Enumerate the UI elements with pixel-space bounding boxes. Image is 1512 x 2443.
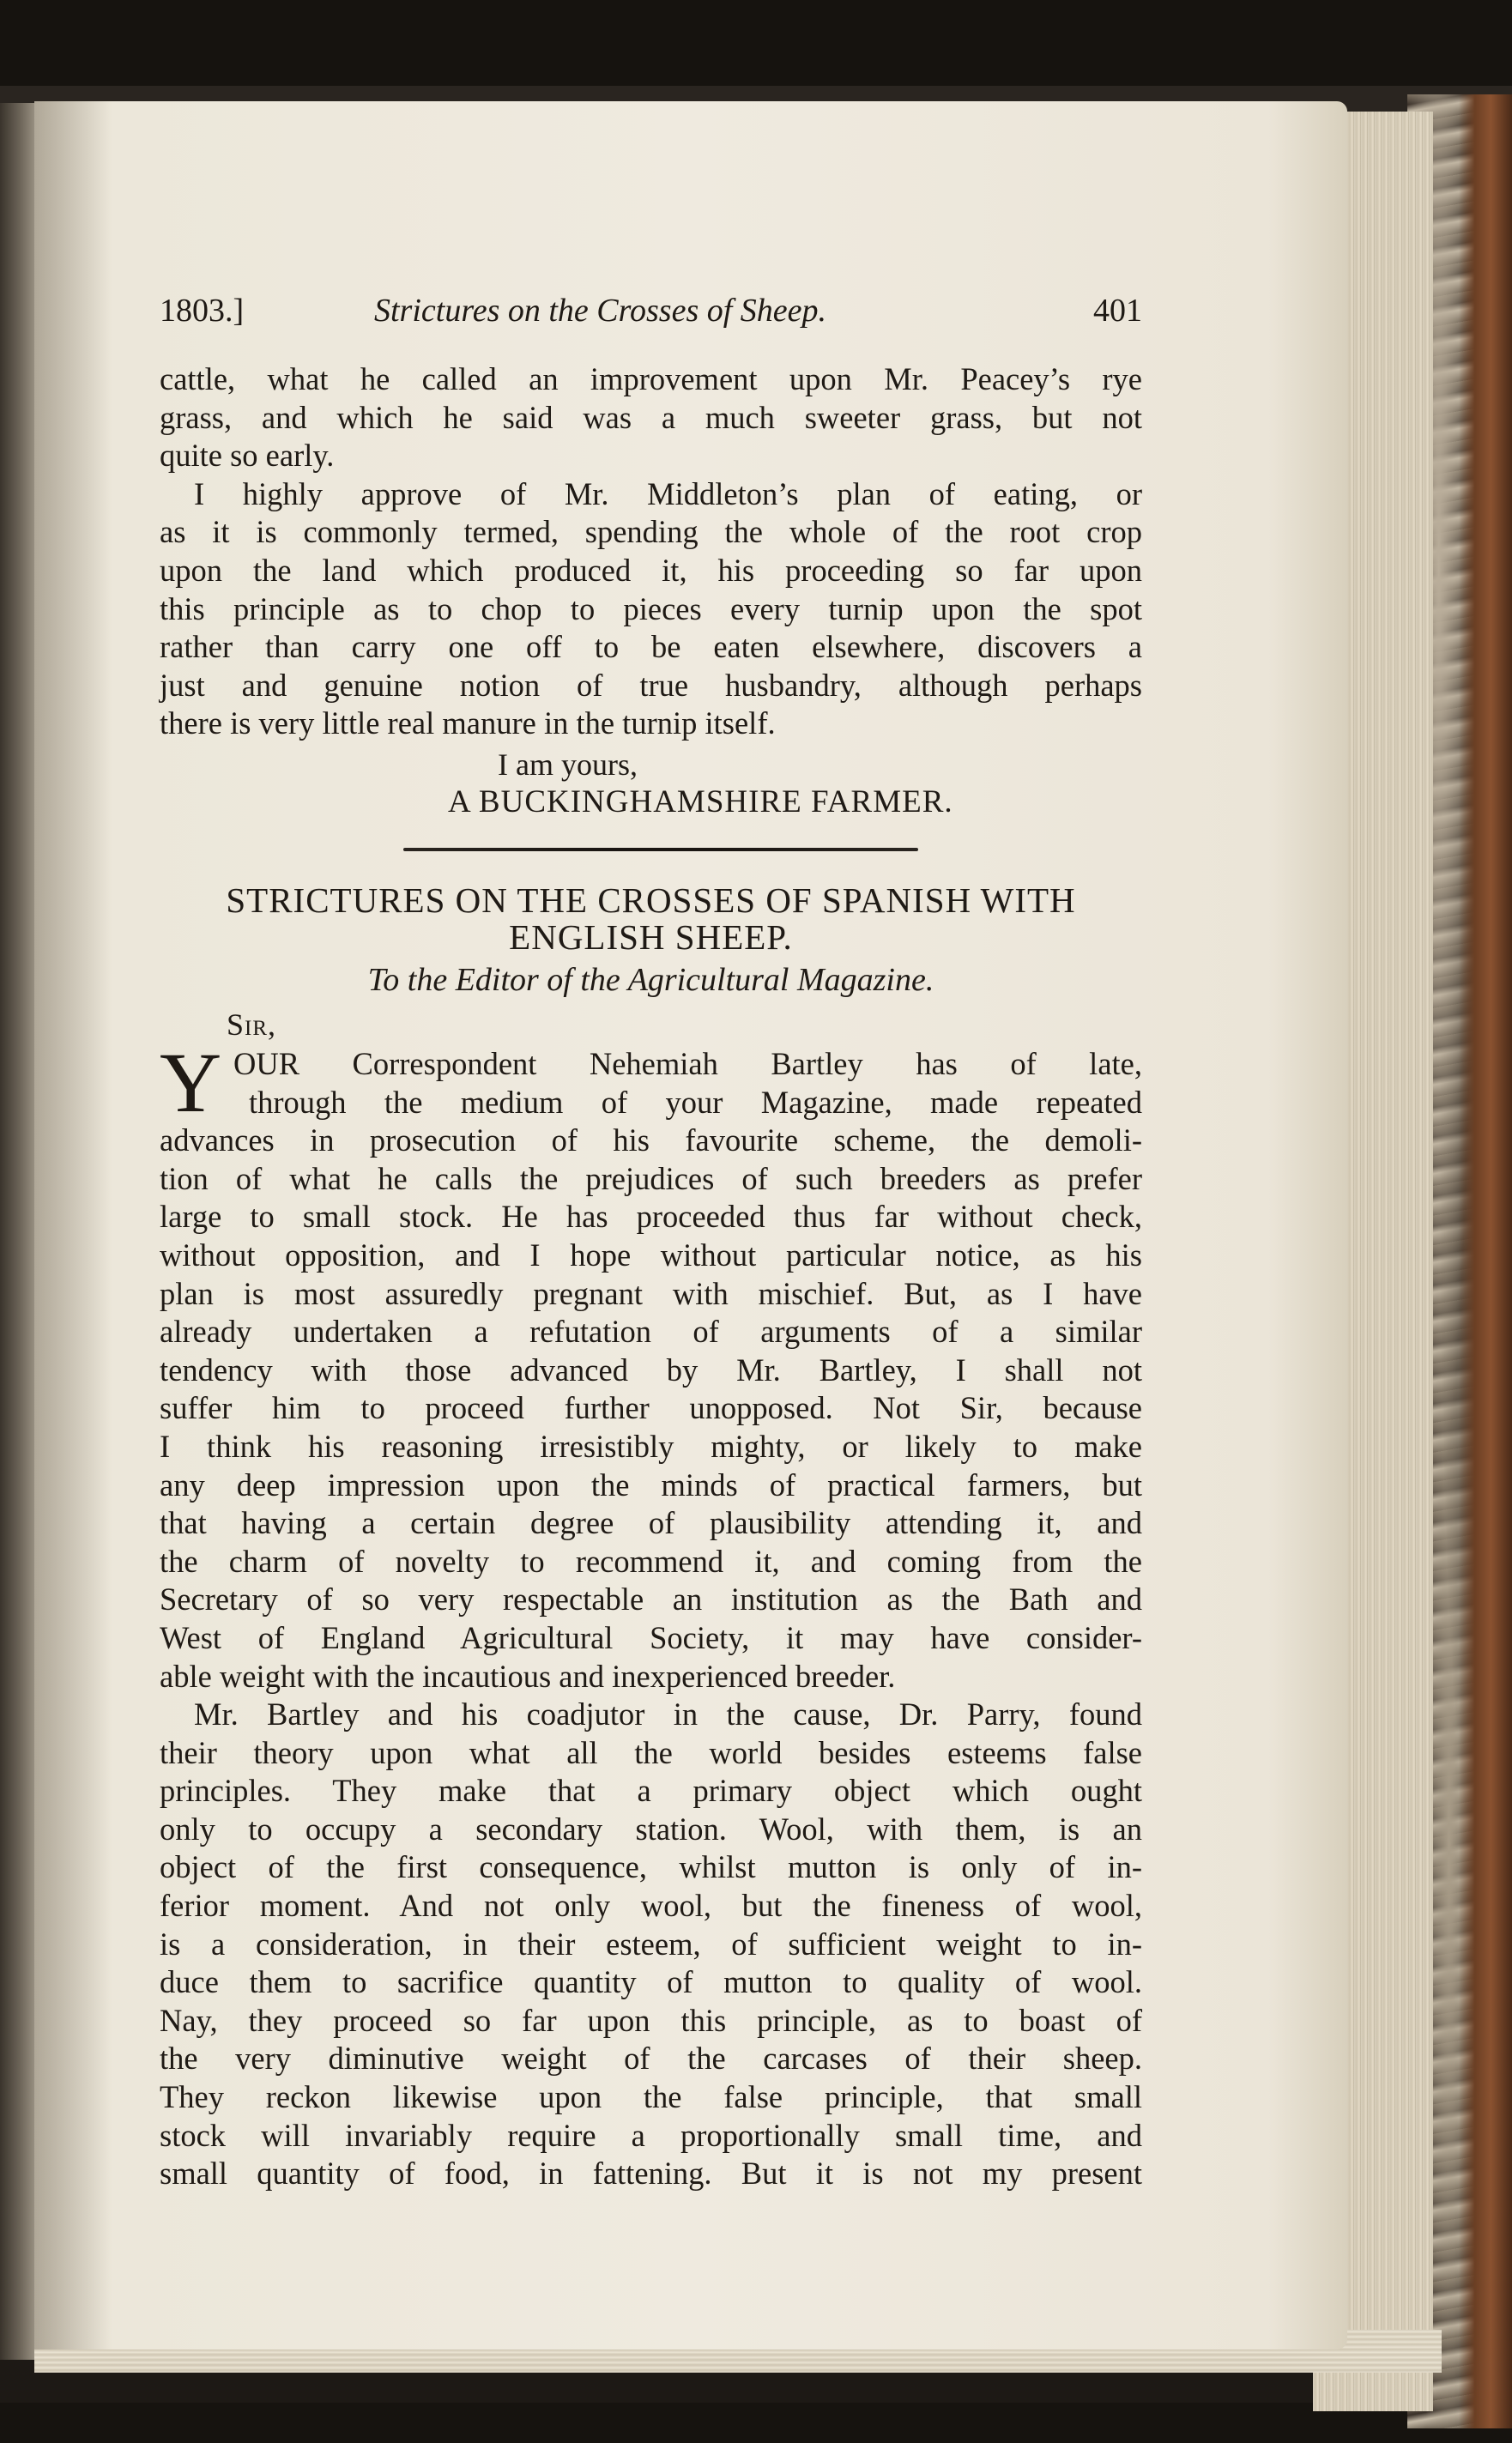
closing-line: I am yours, [498, 747, 638, 782]
text-line: grass, and which he said was a much sweeter grass, but not [160, 399, 1142, 435]
leather-spine-edge [1459, 94, 1512, 2428]
drop-cap: Y [160, 1035, 222, 1130]
text-line: their theory upon what all the world besides esteems false [160, 1734, 1142, 1770]
to-the-editor: To the Editor of the Agricultural Magazine. [367, 962, 934, 998]
text-line: without opposition, and I hope without particular notice, as his [160, 1237, 1142, 1273]
text-line: object of the first consequence, whilst mutton is only of in- [160, 1849, 1142, 1885]
text-line: there is very little real manure in the turnip itself. [160, 705, 776, 741]
salutation: Sir, [227, 1007, 277, 1042]
text-line: plan is most assuredly pregnant with mischief. But, as I have [160, 1275, 1142, 1311]
section-divider-rule [403, 848, 918, 851]
running-head-title: Strictures on the Crosses of Sheep. [374, 293, 827, 329]
text-line: duce them to sacrifice quantity of mutton to quality of wool. [160, 1964, 1142, 2000]
text-line: I highly approve of Mr. Middleton’s plan of eating, or [194, 475, 1142, 511]
text-line: the very diminutive weight of the carcases of their sheep. [160, 2041, 1142, 2077]
text-line: quite so early. [160, 438, 335, 474]
text-line: tendency with those advanced by Mr. Bartley, I shall not [160, 1352, 1142, 1388]
text-line: suffer him to proceed further unopposed. Not Sir, because [160, 1390, 1142, 1426]
text-line: small quantity of food, in fattening. But it is not my present [160, 2156, 1142, 2192]
text-line: They reckon likewise upon the false principle, that small [160, 2079, 1142, 2115]
text-line: advances in prosecution of his favourite scheme, the demoli- [160, 1122, 1142, 1158]
text-line: only to occupy a secondary station. Wool, with them, is an [160, 1811, 1142, 1847]
running-head-year: 1803.] [160, 293, 245, 329]
running-head [160, 292, 1142, 335]
page-number: 401 [1093, 293, 1142, 329]
text-line: just and genuine notion of true husbandry, although perhaps [160, 667, 1142, 703]
signature: A BUCKINGHAMSHIRE FARMER. [448, 784, 953, 819]
text-line: principles. They make that a primary object which ought [160, 1773, 1142, 1809]
text-line: West of England Agricultural Society, it may have consider- [160, 1619, 1142, 1655]
text-line: is a consideration, in their esteem, of sufficient weight to in- [160, 1926, 1142, 1962]
text-line: able weight with the incautious and inexperienced breeder. [160, 1658, 896, 1694]
text-line: Nay, they proceed so far upon this principle, as to boast of [160, 2002, 1142, 2038]
text-line: stock will invariably require a proportionally small time, and [160, 2117, 1142, 2153]
text-line: the charm of novelty to recommend it, and coming from the [160, 1543, 1142, 1579]
text-line: I think his reasoning irresistibly mighty, or likely to make [160, 1428, 1142, 1464]
text-line: Secretary of so very respectable an institution as the Bath and [160, 1581, 1142, 1618]
text-line: upon the land which produced it, his proceeding so far upon [160, 552, 1142, 588]
text-line: large to small stock. He has proceeded thus far without check, [160, 1199, 1142, 1235]
text-line: rather than carry one off to be eaten elsewhere, discovers a [160, 629, 1142, 665]
previous-article-text [160, 360, 1142, 743]
text-line: already undertaken a refutation of arguments of a similar [160, 1314, 1142, 1350]
text-line: this principle as to chop to pieces every turnip upon the spot [160, 590, 1142, 626]
gutter-shadow [34, 101, 112, 2349]
text-line: through the medium of your Magazine, made repeated [249, 1084, 1142, 1120]
text-line: tion of what he calls the prejudices of such breeders as prefer [160, 1160, 1142, 1196]
text-line: cattle, what he called an improvement upon Mr. Peacey’s rye [160, 361, 1142, 396]
text-line: that having a certain degree of plausibility attending it, and [160, 1505, 1142, 1541]
article-title-line-1: STRICTURES ON THE CROSSES OF SPANISH WITH [226, 880, 1076, 920]
text-line: as it is commonly termed, spending the whole of the root crop [160, 514, 1142, 550]
text-line: Mr. Bartley and his coadjutor in the cause, Dr. Parry, found [194, 1696, 1142, 1732]
article-body [160, 1035, 1142, 2193]
text-line: ferior moment. And not only wool, but the fineness of wool, [160, 1888, 1142, 1924]
text-line: any deep impression upon the minds of practical farmers, but [160, 1466, 1142, 1503]
text-line: OUR Correspondent Nehemiah Bartley has of late, [233, 1046, 1142, 1081]
article-title-line-2: ENGLISH SHEEP. [509, 917, 793, 957]
